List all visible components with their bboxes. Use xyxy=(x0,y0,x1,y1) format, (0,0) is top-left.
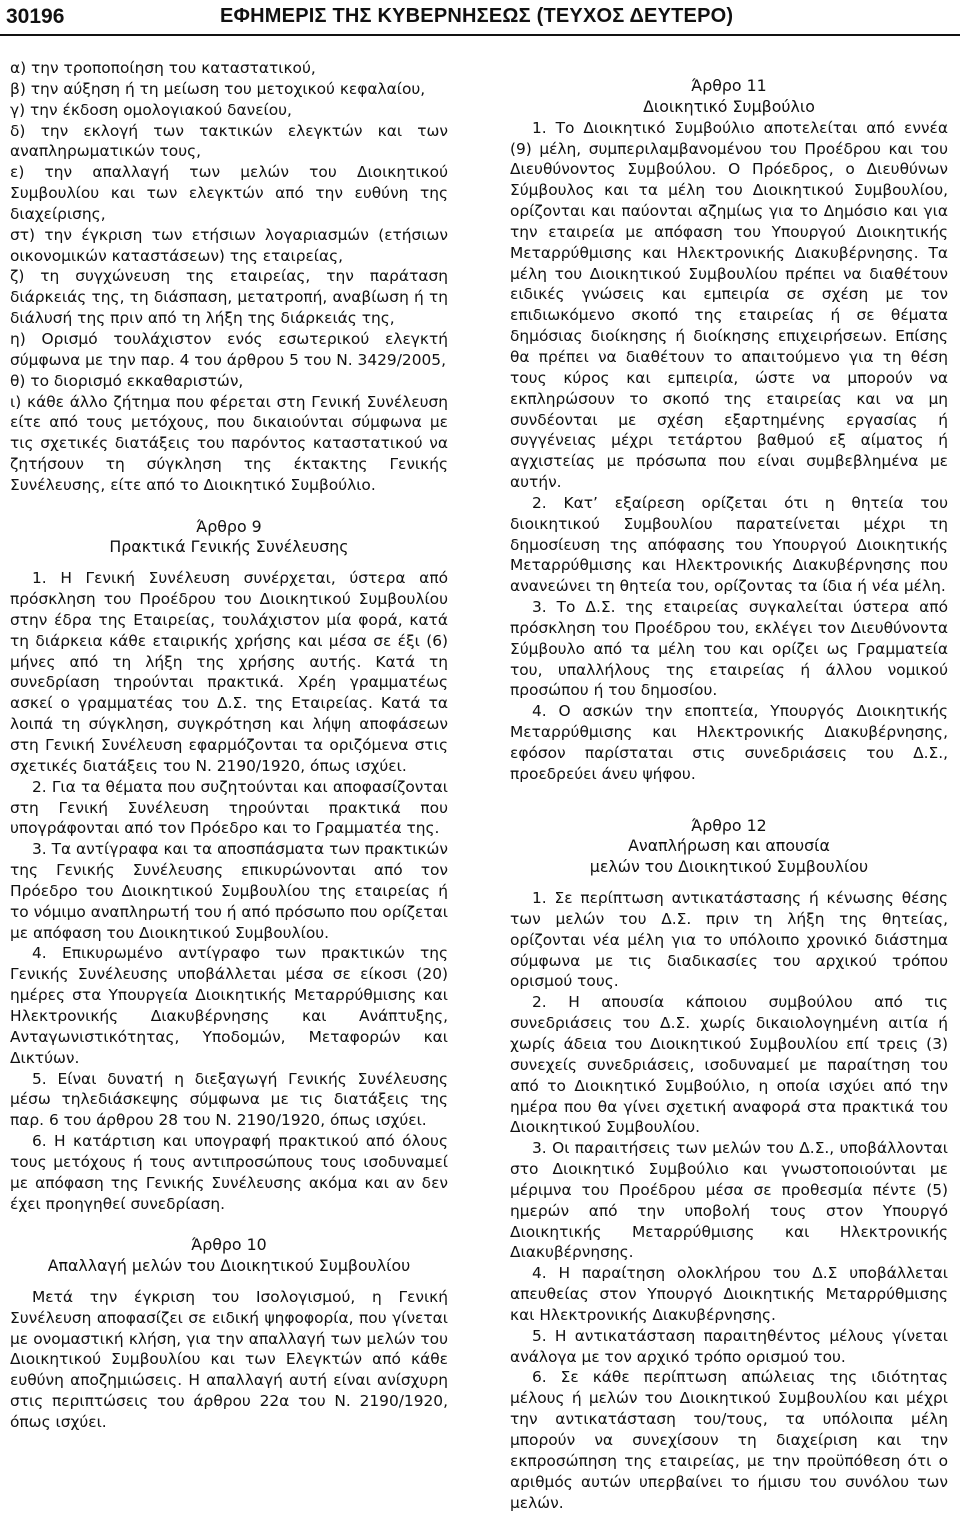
article-paragraph: 1. Η Γενική Συνέλευση συνέρχεται, ύστερα από πρόσκληση του Προέδρου του Διοικητικού Συμβουλίου στην έδρα της Εταιρείας, τουλάχιστον μία φορά, κατά τη διάρκεια κάθε εταιρικής χρήσης και μέσα σε έξι (6) μήνες από τη λήξη της χρήσης αυτής. Κατά τη συνεδρίαση τηρούνται πρακτικά. Χρέη γραμματέως ασκεί ο γραμματέας του Δ.Σ. της Εταιρείας. Κατά τα λοιπά τη σύγκληση, συγκρότηση και λήψη αποφάσεων στη Γενική Συνέλευση εφαρμόζονται τα οριζόμενα στις σχετικές διατάξεις του Ν. 2190/1920, όπως ισχύει. xyxy=(10,569,448,775)
article-paragraph: 6. Σε κάθε περίπτωση απώλειας της ιδιότητας μέλους ή μελών του Διοικητικού Συμβουλίου και μέχρι την αντικατάσταση του/τους, τα υπόλοιπα μέλη μπορούν να συνεχίσουν τη διαχείριση και την εκπροσώπηση της εταιρείας, με την προϋπόθεση ότι ο αριθμός αυτών υπερβαίνει το ήμισυ του συνόλου των μελών. xyxy=(510,1368,948,1512)
article-10-title: Απαλλαγή μελών του Διοικητικού Συμβουλίου xyxy=(47,1256,411,1276)
gazette-title: ΕΦΗΜΕΡΙΣ ΤΗΣ ΚΥΒΕΡΝΗΣΕΩΣ (ΤΕΥΧΟΣ ΔΕΥΤΕΡΟ) xyxy=(220,5,734,27)
article-11-number: Άρθρο 11 xyxy=(691,76,767,95)
article-paragraph: 3. Τα αντίγραφα και τα αποσπάσματα των πρακτικών της Γενικής Συνέλευσης επικυρώνονται από τον Πρόεδρο του Διοικητικού Συμβουλίου της εταιρείας ή το νόμιμο αναπληρωτή του ή από πρόσωπο που ορίζεται με απόφαση του Διοικητικού Συμβουλίου. xyxy=(10,840,448,942)
list-item: δ) την εκλογή των τακτικών ελεγκτών και των αναπληρωματικών τους, xyxy=(10,121,448,161)
list-item: ι) κάθε άλλο ζήτημα που φέρεται στη Γενική Συνέλευση είτε από τους μετόχους, που δικαιούνται σύμφωνα με τις σχετικές διατάξεις του παρόντος καταστατικού να ζητήσουν τη σύγκληση της έκτακτης Γενικής Συνέλευσης, είτε από το Διοικητικό Συμβούλιο. xyxy=(10,392,448,494)
gazette-header xyxy=(0,0,960,36)
article-10-number: Άρθρο 10 xyxy=(191,1235,267,1255)
article-12-title-line-2: μελών του Διοικητικού Συμβουλίου xyxy=(589,857,869,877)
article-paragraph: 6. Η κατάρτιση και υπογραφή πρακτικού από όλους τους μετόχους ή τους αντιπροσώπους τους ισοδυναμεί με απόφαση της Γενικής Συνέλευσης ακόμα και αν δεν έχει προηγηθεί συνεδρίαση. xyxy=(10,1132,448,1213)
article-paragraph: 2. Κατ’ εξαίρεση ορίζεται ότι η θητεία του διοικητικού Συμβουλίου παρατείνεται μέχρι τη δημοσίευση της απόφασης του Υπουργού Διοικητικής Μεταρρύθμισης και Ηλεκτρονικής Διακυβέρνησης που ανανεώνει τη θητεία του, ορίζοντας τα ίδια ή νέα μέλη. xyxy=(510,493,948,596)
right-column xyxy=(510,76,948,1513)
article-12-title-line-1: Αναπλήρωση και απουσία xyxy=(628,836,830,856)
article-paragraph: 2. Η απουσία κάποιου συμβούλου από τις συνεδριάσεις του Δ.Σ. χωρίς δικαιολογημένη αιτία ή χωρίς άδεια του Διοικητικού Συμβουλίου επί τρεις (3) συνεχείς συνεδριάσεις, ισοδυναμεί με παραίτηση του από το Διοικητικό Συμβούλιο, η οποία ισχύει από την ημέρα που θα γίνει σχετική αναφορά στα πρακτικά του Διοικητικού Συμβουλίου. xyxy=(510,993,948,1137)
article-paragraph: 4. Επικυρωμένο αντίγραφο των πρακτικών της Γενικής Συνέλευσης υποβάλλεται μέσα σε είκοσι (20) ημέρες στα Υπουργεία Διοικητικής Μεταρρύθμισης και Ηλεκτρονικής Διακυβέρνησης και Ανάπτυξης, Ανταγωνιστικότητας, Υποδομών, Μεταφορών και Δικτύων. xyxy=(10,944,448,1067)
list-item: ε) την απαλλαγή των μελών του Διοικητικού Συμβουλίου και των ελεγκτών από την ευθύνη της διαχείρισης, xyxy=(10,163,448,223)
list-item: θ) το διορισμό εκκαθαριστών, xyxy=(10,371,244,390)
list-item: ζ) τη συγχώνευση της εταιρείας, την παράταση διάρκειάς της, τη διάσπαση, μετατροπή, αναβίωση ή τη διάλυσή της πριν από τη λήξη της διάρκειάς της, xyxy=(10,267,448,328)
article-paragraph: 5. Είναι δυνατή η διεξαγωγή Γενικής Συνέλευσης μέσω τηλεδιάσκεψης σύμφωνα με τις διατάξεις της παρ. 6 του άρθρου 28 του Ν. 2190/1920, όπως ισχύει. xyxy=(10,1069,448,1130)
list-item: β) την αύξηση ή τη μείωση του μετοχικού κεφαλαίου, xyxy=(10,79,426,98)
article-9-title: Πρακτικά Γενικής Συνέλευσης xyxy=(109,537,349,557)
list-item: στ) την έγκριση των ετήσιων λογαριασμών (ετήσιων οικονομικών καταστάσεων) της εταιρείας, xyxy=(10,225,448,265)
article-paragraph: 1. Σε περίπτωση αντικατάστασης ή κένωσης θέσης των μελών του Δ.Σ. πριν τη λήξη της θητείας, ορίζονται νέα μέλη για το υπόλοιπο χρονικό διάστημα σύμφωνα με τις διαδικασίες του αρχικού τρόπου ορισμού τους. xyxy=(510,889,948,991)
article-paragraph: 4. Ο ασκών την εποπτεία, Υπουργός Διοικητικής Μεταρρύθμισης και Ηλεκτρονικής Διακυβέρνησης, εφόσον παρίσταται στις συνεδριάσεις του Δ.Σ., προεδρεύει άνευ ψήφου. xyxy=(510,702,948,783)
article-paragraph: 1. Το Διοικητικό Συμβούλιο αποτελείται από εννέα (9) μέλη, συμπεριλαμβανομένου του Προέδρου και του Διευθύνοντος Συμβούλου. Ο Πρόεδρος, ο Διευθύνων Σύμβουλος και τα μέλη του Διοικητικού Συμβουλίου, ορίζονται και παύονται αζημίως για το Δημόσιο και για την εταιρεία με απόφαση του Υπουργού Διοικητικής Μεταρρύθμισης και Ηλεκτρονικής Διακυβέρνησης. Τα μέλη του Διοικητικού Συμβουλίου πρέπει να διαθέτουν ειδικές γνώσεις και εμπειρία σε σχέση με τον επιδιωκόμενο σκοπό της εταιρείας ή σε θέματα δημόσιας διοίκησης ή διοίκησης επιχειρήσεων. Επίσης θα πρέπει να διαθέτουν το απαιτούμενο για τη θέση τους κύρος και εμπειρία, ώστε να μπορούν να εκπληρώσουν το σκοπό της εταιρείας και να μη συνδέονται με σχέση εξαρτημένης εργασίας ή συγγένειας μέχρι τετάρτου βαθμού εξ αίματος ή αγχιστείας με πρόσωπα που είναι συμβεβλημένα με αυτήν. xyxy=(510,118,948,492)
article-11-title: Διοικητικό Συμβούλιο xyxy=(643,96,815,116)
article-12-number: Άρθρο 12 xyxy=(691,815,767,835)
left-column xyxy=(10,58,448,1433)
list-item: η) Ορισμό τουλάχιστον ενός εσωτερικού ελεγκτή σύμφωνα με την παρ. 4 του άρθρου 5 του Ν. 3429/2005, xyxy=(10,329,448,369)
article-paragraph: Μετά την έγκριση του Ισολογισμού, η Γενική Συνέλευση αποφασίζει σε ειδική ψηφοφορία, που γίνεται με ονομαστική κλήση, για την απαλλαγή των μελών του Διοικητικού Συμβουλίου και των Ελεγκτών από κάθε ευθύνη αποζημιώσεις. Η απαλλαγή αυτή είναι ανίσχυρη στις περιπτώσεις του άρθρου 22α του Ν. 2190/1920, όπως ισχύει. xyxy=(10,1287,448,1431)
page-number: 30196 xyxy=(6,5,65,28)
article-paragraph: 3. Οι παραιτήσεις των μελών του Δ.Σ., υποβάλλονται στο Διοικητικό Συμβούλιο και γνωστοποιούνται με μέριμνα του Προέδρου μέσα σε προθεσμία πέντε (5) ημερών από την υποβολή τους στον Υπουργό Διοικητικής Μεταρρύθμισης και Ηλεκτρονικής Διακυβέρνησης. xyxy=(510,1139,948,1262)
article-paragraph: 5. Η αντικατάσταση παραιτηθέντος μέλους γίνεται ανάλογα με τον αρχικό τρόπο ορισμού του. xyxy=(510,1326,948,1366)
article-paragraph: 2. Για τα θέματα που συζητούνται και αποφασίζονται στη Γενική Συνέλευση τηρούνται πρακτικά που υπογράφονται από τον Πρόεδρο και το Γραμματέα της. xyxy=(10,777,448,838)
article-9-number: Άρθρο 9 xyxy=(196,516,262,536)
list-item: γ) την έκδοση ομολογιακού δανείου, xyxy=(10,100,292,119)
list-item: α) την τροποποίηση του καταστατικού, xyxy=(10,59,316,77)
article-paragraph: 4. Η παραίτηση ολοκλήρου του Δ.Σ υποβάλλεται απευθείας στον Υπουργό Διοικητικής Μεταρρύθμισης και Ηλεκτρονικής Διακυβέρνησης. xyxy=(510,1264,948,1324)
article-paragraph: 3. Το Δ.Σ. της εταιρείας συγκαλείται ύστερα από πρόσκληση του Προέδρου του, εκλέγει τον Διευθύνοντα Σύμβουλο από τα μέλη του και ορίζει ως Γραμματεία του, υπαλλήλους της εταιρείας ή άλλου νομικού προσώπου ή του δημοσίου. xyxy=(510,598,948,700)
